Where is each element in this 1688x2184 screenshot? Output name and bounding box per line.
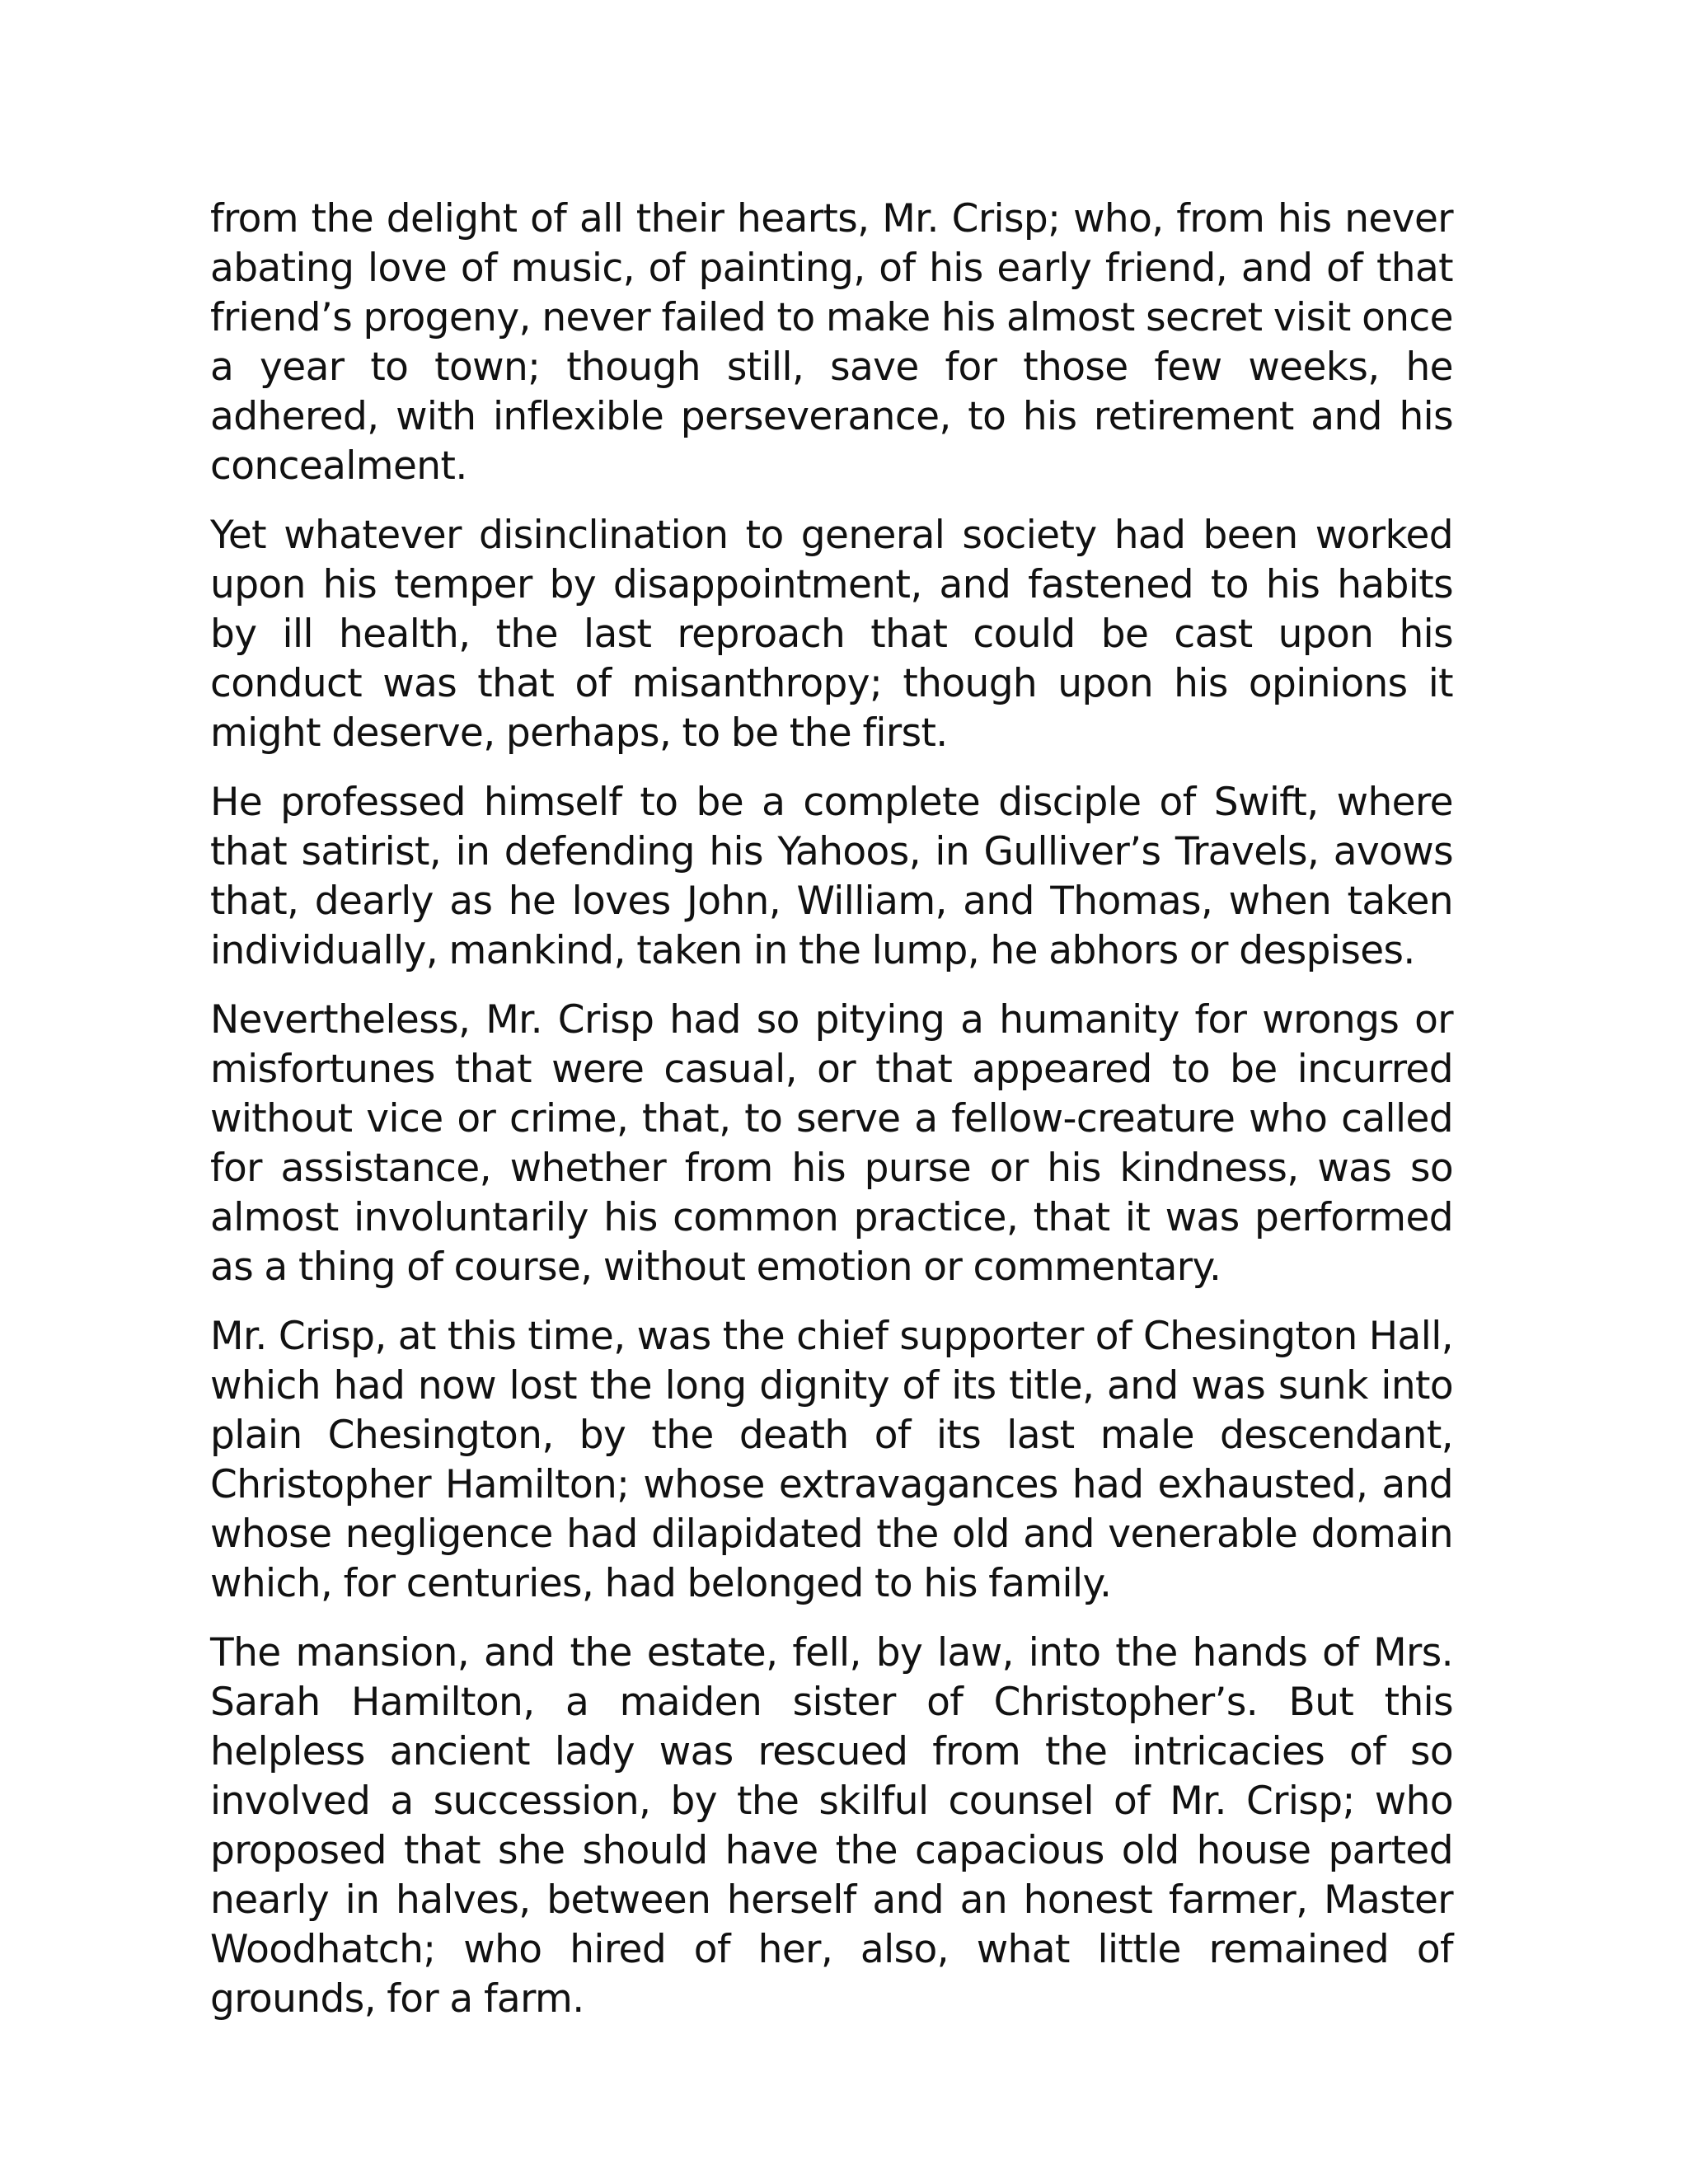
paragraph-6: The mansion, and the estate, fell, by law, into the hands of Mrs. Sarah Hamilton, a maiden sister of Christopher’s. But this helpless ancient lady was rescued from the intricacies of so involved a succession, by the skilful counsel of Mr. Crisp; who proposed that she should have the capacious old house parted nearly in halves, between herself and an honest farmer, Master Woodhatch; who hired of her, also, what little remained of grounds, for a farm. bbox=[210, 1630, 1453, 2022]
document-page bbox=[210, 194, 1453, 2044]
paragraph-2: Yet whatever disinclination to general society had been worked upon his temper by disappointment, and fastened to his habits by ill health, the last reproach that could be cast upon his conduct was that of misanthropy; though upon his opinions it might deserve, perhaps, to be the first. bbox=[210, 513, 1453, 756]
paragraph-5: Mr. Crisp, at this time, was the chief supporter of Chesington Hall, which had now lost the long dignity of its title, and was sunk into plain Chesington, by the death of its last male descendant, Christopher Hamilton; whose extravagances had exhausted, and whose negligence had dilapidated the old and venerable domain which, for centuries, had belonged to his family. bbox=[210, 1314, 1453, 1606]
paragraph-4: Nevertheless, Mr. Crisp had so pitying a humanity for wrongs or misfortunes that were casual, or that appeared to be incurred without vice or crime, that, to serve a fellow-creature who called for assistance, whether from his purse or his kindness, was so almost involuntarily his common practice, that it was performed as a thing of course, without emotion or commentary. bbox=[210, 997, 1453, 1290]
paragraph-1: from the delight of all their hearts, Mr. Crisp; who, from his never abating love of music, of painting, of his early friend, and of that friend’s progeny, never failed to make his almost secret visit once a year to town; though still, save for those few weeks, he adhered, with inflexible perseverance, to his retirement and his concealment. bbox=[210, 196, 1453, 489]
paragraph-3: He professed himself to be a complete disciple of Swift, where that satirist, in defending his Yahoos, in Gulliver’s Travels, avows that, dearly as he loves John, William, and Thomas, when taken individually, mankind, taken in the lump, he abhors or despises. bbox=[210, 780, 1453, 973]
